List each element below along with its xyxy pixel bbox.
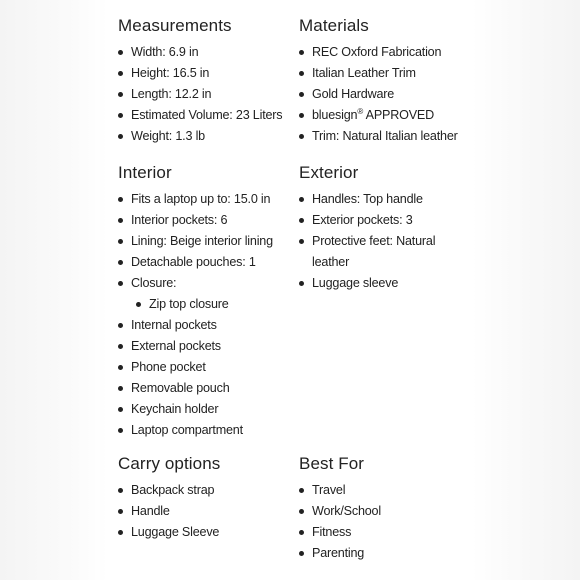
- list-item: REC Oxford Fabrication: [299, 42, 479, 63]
- list-item: Work/School: [299, 501, 479, 522]
- exterior-list: [299, 189, 479, 294]
- list-item: External pockets: [118, 336, 293, 357]
- measurements-section: [118, 16, 293, 147]
- list-item: Fits a laptop up to: 15.0 in: [118, 189, 293, 210]
- measurements-list: [118, 42, 293, 147]
- list-item: Internal pockets: [118, 315, 293, 336]
- list-item: Phone pocket: [118, 357, 293, 378]
- exterior-section: [299, 163, 479, 294]
- list-item: Interior pockets: 6: [118, 210, 293, 231]
- list-item: Weight: 1.3 lb: [118, 126, 293, 147]
- best-for-heading: Best For: [299, 454, 365, 473]
- materials-list: [299, 42, 479, 147]
- list-item: Lining: Beige interior lining: [118, 231, 293, 252]
- list-item: Backpack strap: [118, 480, 293, 501]
- list-item-continuation: leather: [312, 255, 350, 269]
- list-item: Handles: Top handle: [299, 189, 479, 210]
- interior-list: [118, 189, 293, 441]
- list-item: Width: 6.9 in: [118, 42, 293, 63]
- list-item: Parenting: [299, 543, 479, 564]
- list-item: Exterior pockets: 3: [299, 210, 479, 231]
- best-for-section: [299, 454, 479, 564]
- list-item: Removable pouch: [118, 378, 293, 399]
- best-for-list: [299, 480, 479, 564]
- bluesign-text: bluesign: [312, 108, 358, 122]
- list-item: Fitness: [299, 522, 479, 543]
- approved-text: APPROVED: [363, 108, 435, 122]
- right-margin: [472, 0, 580, 580]
- list-item-bluesign: [299, 105, 479, 126]
- list-item: Detachable pouches: 1: [118, 252, 293, 273]
- carry-options-section: [118, 454, 293, 543]
- registered-mark: ®: [357, 106, 364, 116]
- list-item: Luggage Sleeve: [118, 522, 293, 543]
- carry-options-list: [118, 480, 293, 543]
- left-margin: [0, 0, 108, 580]
- list-item: Gold Hardware: [299, 84, 479, 105]
- exterior-heading: Exterior: [299, 163, 359, 182]
- measurements-heading: Measurements: [118, 16, 232, 35]
- list-item: Height: 16.5 in: [118, 63, 293, 84]
- materials-heading: Materials: [299, 16, 369, 35]
- interior-heading: Interior: [118, 163, 172, 182]
- list-item: Estimated Volume: 23 Liters: [118, 105, 293, 126]
- list-item: Travel: [299, 480, 479, 501]
- list-item: Length: 12.2 in: [118, 84, 293, 105]
- carry-options-heading: Carry options: [118, 454, 221, 473]
- interior-section: [118, 163, 293, 441]
- materials-section: [299, 16, 479, 147]
- list-item: Handle: [118, 501, 293, 522]
- sub-list-item: Zip top closure: [136, 294, 293, 315]
- list-item: Laptop compartment: [118, 420, 293, 441]
- list-item: Luggage sleeve: [299, 273, 479, 294]
- list-item: Closure:: [118, 273, 293, 294]
- list-item: Keychain holder: [118, 399, 293, 420]
- list-item: Italian Leather Trim: [299, 63, 479, 84]
- list-item: Protective feet: Natural: [299, 231, 479, 252]
- list-item: Trim: Natural Italian leather: [299, 126, 479, 147]
